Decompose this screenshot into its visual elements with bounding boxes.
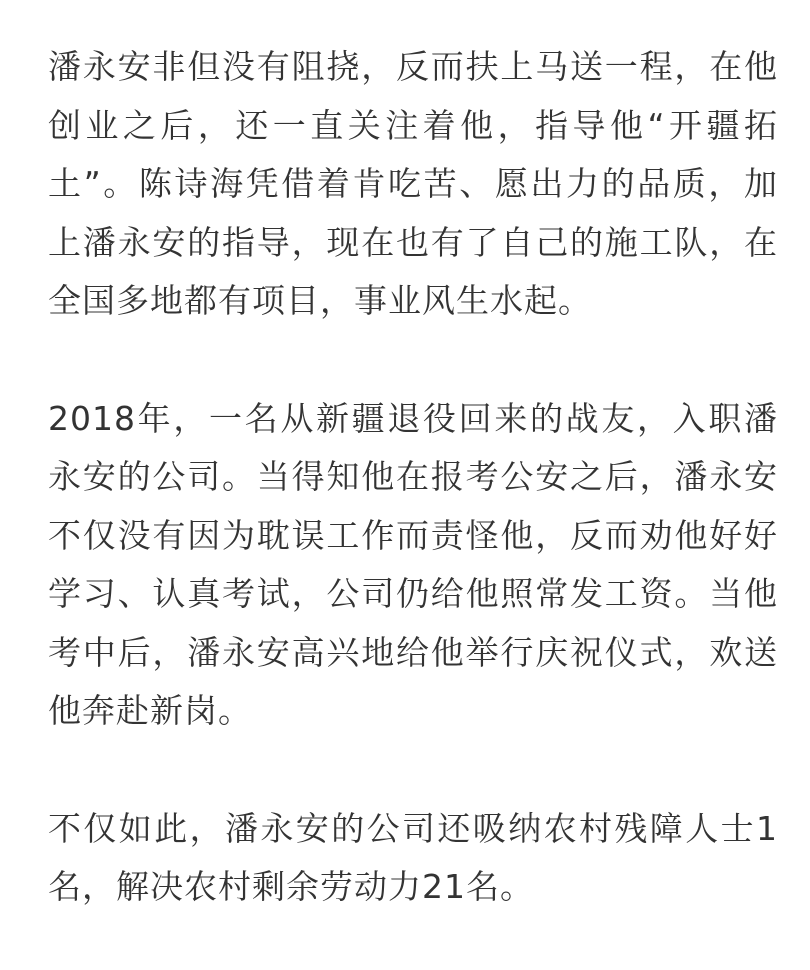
paragraph-comrade-2018: 2018年，一名从新疆退役回来的战友，入职潘永安的公司。当得知他在报考公安之后，潘永安不仅没有因为耽误工作而责怪他，反而劝他好好学习、认真考试，公司仍给他照常发工资。当他考中后，潘永安高兴地给他举行庆祝仪式，欢送他奔赴新岗。 xyxy=(48,398,778,730)
paragraph-employment: 不仅如此，潘永安的公司还吸纳农村残障人士1名，解决农村剩余劳动力21名。 xyxy=(48,808,778,906)
paragraph-mentorship: 潘永安非但没有阻挠，反而扶上马送一程，在他创业之后，还一直关注着他，指导他“开疆拓土”。陈诗海凭借着肯吃苦、愿出力的品质，加上潘永安的指导，现在也有了自己的施工队，在全国多地都有项目，事业风生水起。 xyxy=(48,47,778,320)
article-body xyxy=(48,38,778,917)
